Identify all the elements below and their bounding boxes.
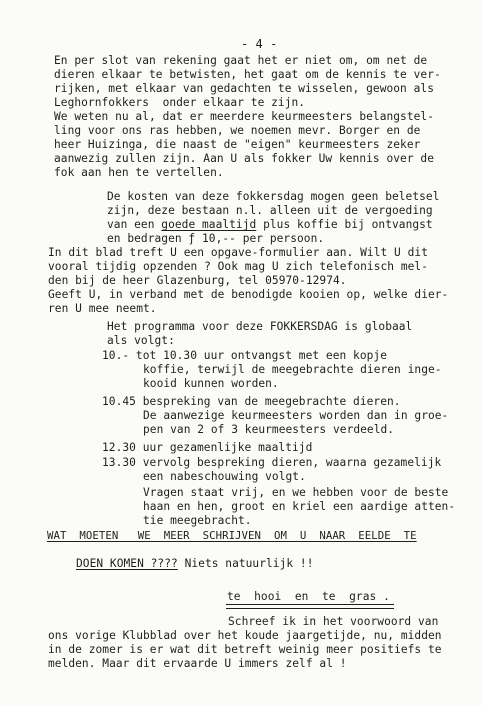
text-line: in de zomer is er wat dit betreft weinig meer positiefs te	[48, 643, 442, 656]
underlined-phrase: goede maaltijd	[161, 218, 257, 231]
section-heading: te hooi en te gras .	[227, 590, 390, 603]
text-line: vooral tijdig opzenden ? Ook mag U zich telefonisch mel-	[48, 260, 428, 273]
text-line: In dit blad treft U een opgave-formulier aan. Wilt U dit	[48, 246, 428, 259]
text-segment: van een	[107, 218, 162, 231]
text-line: den bij de heer Glazenburg, tel 05970-12974.	[48, 274, 347, 287]
text-line: ren U mee neemt.	[48, 302, 157, 315]
text-line: We weten nu al, dat er meerdere keurmeesters belangstel-	[54, 110, 434, 123]
page-number: - 4 -	[241, 37, 278, 51]
text-segment: plus koffie bij ontvangst	[256, 218, 433, 231]
text-line: en bedragen ƒ 10,-- per persoon.	[107, 232, 325, 245]
program-intro: Het programma voor deze FOKKERSDAG is globaal	[107, 320, 413, 333]
program-item: 10.45 bespreking van de meegebrachte dieren.	[102, 395, 401, 408]
program-item: koffie, terwijl de meegebrachte dieren inge-	[143, 363, 442, 376]
text-line: ons vorige Klubblad over het koude jaargetijde, nu, midden	[48, 629, 442, 642]
text-line: fok aan hen te vertellen.	[54, 166, 224, 179]
program-item: pen van 2 of 3 keurmeesters verdeeld.	[143, 423, 395, 436]
text-line: heer Huizinga, die naast de "eigen" keurmeesters zeker	[54, 138, 421, 151]
text-line: haan en hen, groot en kriel een aardige atten-	[143, 500, 456, 513]
closing-line: WAT MOETEN WE MEER SCHRIJVEN OM U NAAR EELDE TE	[47, 529, 417, 542]
text-line: Leghornfokkers onder elkaar te zijn.	[54, 96, 306, 109]
closing-line	[76, 557, 314, 571]
program-item: De aanwezige keurmeesters worden dan in groe-	[143, 409, 449, 422]
heading-double-underline	[226, 604, 394, 609]
text-line: aanwezig zullen zijn. Aan U als fokker Uw kennis over de	[54, 152, 434, 165]
program-item: een nabeschouwing volgt.	[143, 470, 306, 483]
program-item: kooid kunnen worden.	[143, 377, 279, 390]
text-line: zijn, deze bestaan n.l. alleen uit de vergoeding	[107, 204, 433, 217]
text-line: dieren elkaar te betwisten, het gaat om de kennis te ver-	[54, 68, 441, 81]
text-line: melden. Maar dit ervaarde U immers zelf al !	[48, 657, 347, 670]
text-line	[107, 218, 433, 232]
text-line: tie meegebracht.	[143, 514, 252, 527]
text-segment: Niets natuurlijk !!	[177, 557, 314, 570]
text-line: Schreef ik in het voorwoord van	[228, 615, 439, 628]
program-item: 10.- tot 10.30 uur ontvangst met een kopje	[102, 349, 387, 362]
program-item: 12.30 uur gezamenlijke maaltijd	[102, 441, 313, 454]
text-line: Geeft U, in verband met de benodigde kooien op, welke dier-	[48, 288, 449, 301]
program-item: 13.30 vervolg bespreking dieren, waarna gezamelijk	[102, 456, 442, 469]
underlined-phrase: DOEN KOMEN ????	[76, 557, 178, 570]
text-line: rijken, met elkaar van gedachten te wisselen, gewoon als	[54, 82, 434, 95]
program-intro: als volgt:	[107, 334, 175, 347]
text-line: ling voor ons ras hebben, we noemen mevr. Borger en de	[54, 124, 421, 137]
text-line: Vragen staat vrij, en we hebben voor de beste	[143, 486, 449, 499]
text-line: En per slot van rekening gaat het er niet om, om net de	[54, 54, 428, 67]
text-line: De kosten van deze fokkersdag mogen geen beletsel	[107, 190, 440, 203]
